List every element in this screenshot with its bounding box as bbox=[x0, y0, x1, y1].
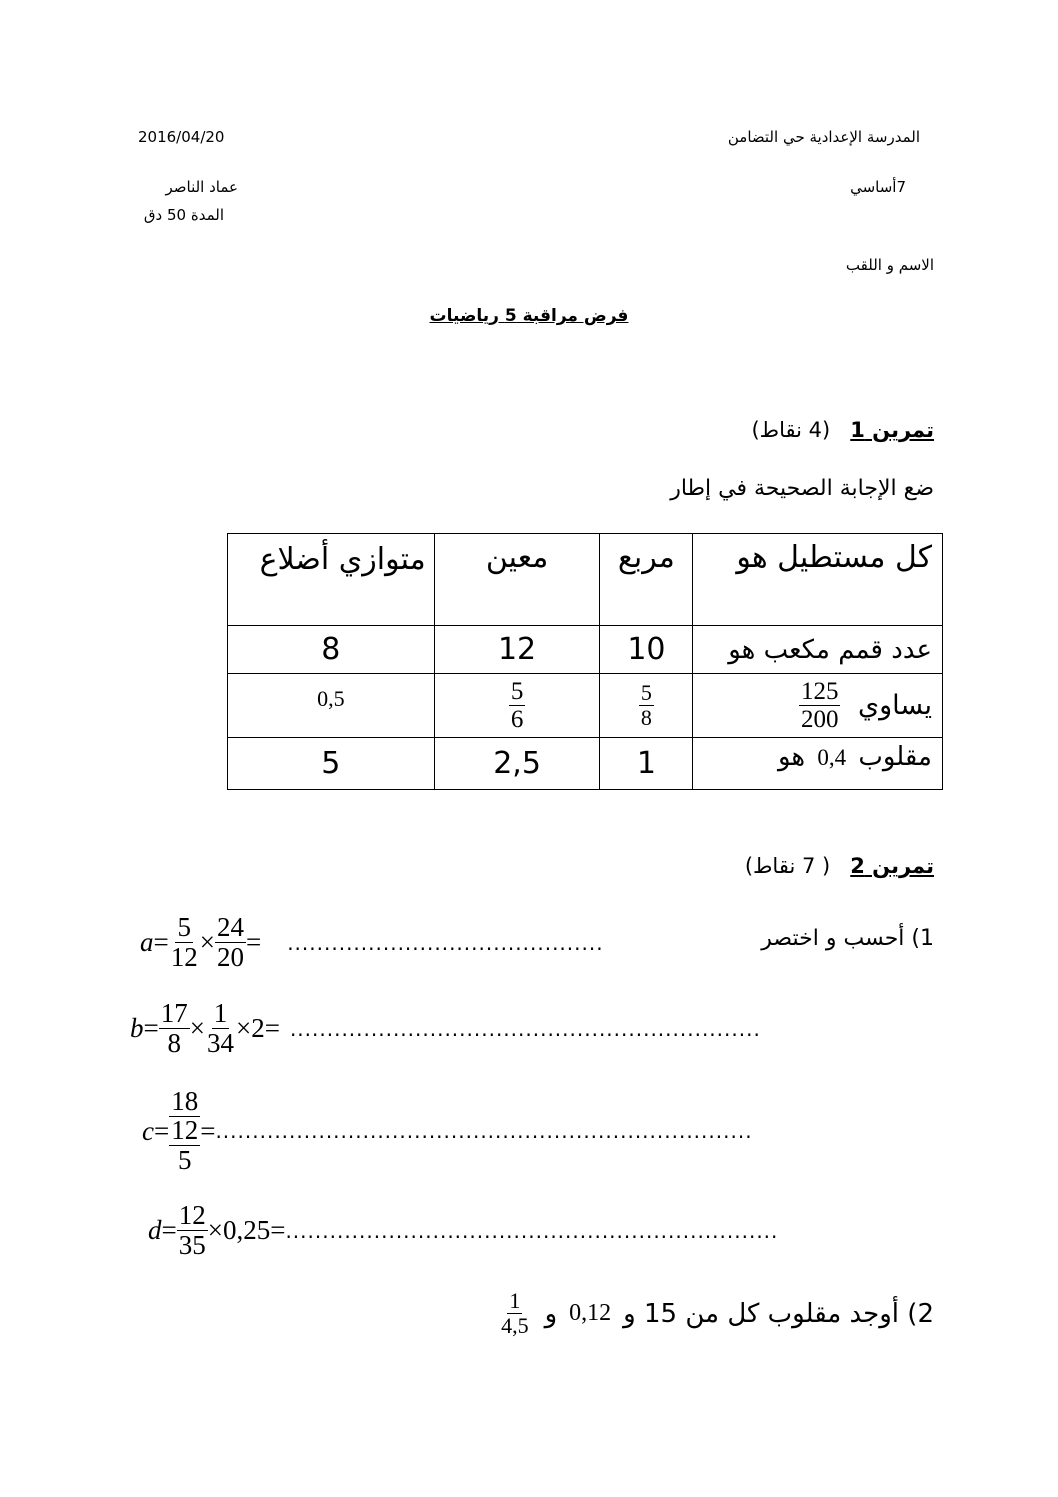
question-word: مقلوب bbox=[858, 742, 932, 772]
expression-b: b = $\frac{17}{8}$ × $\frac{1}{34}$ × 2 = ................................................................ bbox=[130, 998, 761, 1058]
exercise2-label: تمرين 2 bbox=[850, 854, 934, 878]
option-cell[interactable]: متوازي أضلاع bbox=[228, 534, 435, 626]
option-cell[interactable]: معين bbox=[434, 534, 600, 626]
question-cell: عدد قمم مكعب هو bbox=[693, 626, 943, 674]
option-cell[interactable]: 10 bbox=[600, 626, 693, 674]
option-cell[interactable]: 12 bbox=[434, 626, 600, 674]
exam-title: فرض مراقبة 5 رياضيات bbox=[429, 306, 629, 326]
option-cell[interactable] bbox=[600, 674, 693, 738]
part2-instruction: 2) أوجد مقلوب كل من 15 و bbox=[623, 1298, 934, 1329]
option-cell[interactable] bbox=[434, 674, 600, 738]
expression-d: d = $\frac{12}{35}$ × 0,25 = ................................................................... bbox=[148, 1200, 779, 1260]
question-cell bbox=[693, 738, 943, 790]
fraction: $\frac{125}{200}$ bbox=[800, 678, 839, 733]
exercise1-instruction: ضع الإجابة الصحيحة في إطار bbox=[670, 476, 934, 501]
exam-date: 2016/04/20 bbox=[138, 128, 225, 146]
fraction: $\frac{1}{34}$ bbox=[206, 998, 234, 1058]
fraction: $\frac{12}{35}$ bbox=[178, 1200, 206, 1260]
part2-value: 0,12 bbox=[569, 1300, 612, 1326]
answer-dots[interactable]: ........................................... bbox=[287, 930, 604, 955]
expression-a: a = $\frac{5}{12}$ × $\frac{24}{20}$ = ........................................... bbox=[140, 912, 604, 972]
class-level: 7أساسي bbox=[850, 178, 906, 196]
table-row bbox=[228, 738, 943, 790]
answer-dots[interactable]: ................................................................ bbox=[289, 1016, 761, 1041]
question-value: 0,4 bbox=[817, 745, 847, 770]
fraction: $\frac{17}{8}$ bbox=[160, 998, 188, 1058]
exercise1-points: (4 نقاط) bbox=[751, 418, 831, 442]
fraction: $\frac{1}{4,5}$ bbox=[501, 1288, 529, 1338]
question-end: هو bbox=[777, 742, 806, 772]
answer-dots[interactable]: ................................................................... bbox=[285, 1218, 779, 1243]
mcq-table bbox=[227, 533, 943, 790]
table-row bbox=[228, 674, 943, 738]
exercise2-points: ( 7 نقاط) bbox=[744, 854, 831, 878]
exercise1-heading bbox=[751, 418, 934, 442]
answer-dots[interactable]: ......................................................................... bbox=[215, 1119, 753, 1143]
option-cell[interactable]: 1 bbox=[600, 738, 693, 790]
teacher-name: عماد الناصر bbox=[165, 178, 238, 196]
fraction: $\frac{5}{6}$ bbox=[510, 678, 524, 733]
school-name: المدرسة الإعدادية حي التضامن bbox=[727, 128, 920, 146]
fraction: $\frac{24}{20}$ bbox=[216, 912, 244, 972]
option-cell[interactable]: 8 bbox=[228, 626, 435, 674]
fraction: $\frac{5}{8}$ bbox=[640, 680, 652, 730]
part1-instruction: 1) أحسب و اختصر bbox=[761, 926, 934, 951]
question-word: يساوي bbox=[858, 690, 932, 721]
question-cell bbox=[693, 674, 943, 738]
option-cell[interactable]: 5 bbox=[228, 738, 435, 790]
exercise2-heading bbox=[745, 854, 934, 878]
table-row bbox=[228, 626, 943, 674]
option-cell[interactable]: 0,5 bbox=[228, 674, 435, 738]
fraction: $\frac{5}{12}$ bbox=[170, 912, 198, 972]
part2-line bbox=[499, 1290, 934, 1337]
question-cell: كل مستطيل هو bbox=[693, 534, 943, 626]
option-cell[interactable]: 2,5 bbox=[434, 738, 600, 790]
expression-c: c = 18 12 5 = ......................................................................... bbox=[142, 1086, 753, 1175]
student-name-field: الاسم و اللقب bbox=[845, 256, 934, 274]
compound-fraction: 18 12 5 bbox=[171, 1086, 199, 1175]
part2-and: و bbox=[544, 1298, 558, 1329]
exam-duration: المدة 50 دق bbox=[143, 206, 224, 224]
table-row bbox=[228, 534, 943, 626]
exercise1-label: تمرين 1 bbox=[850, 418, 934, 442]
option-cell[interactable]: مربع bbox=[600, 534, 693, 626]
